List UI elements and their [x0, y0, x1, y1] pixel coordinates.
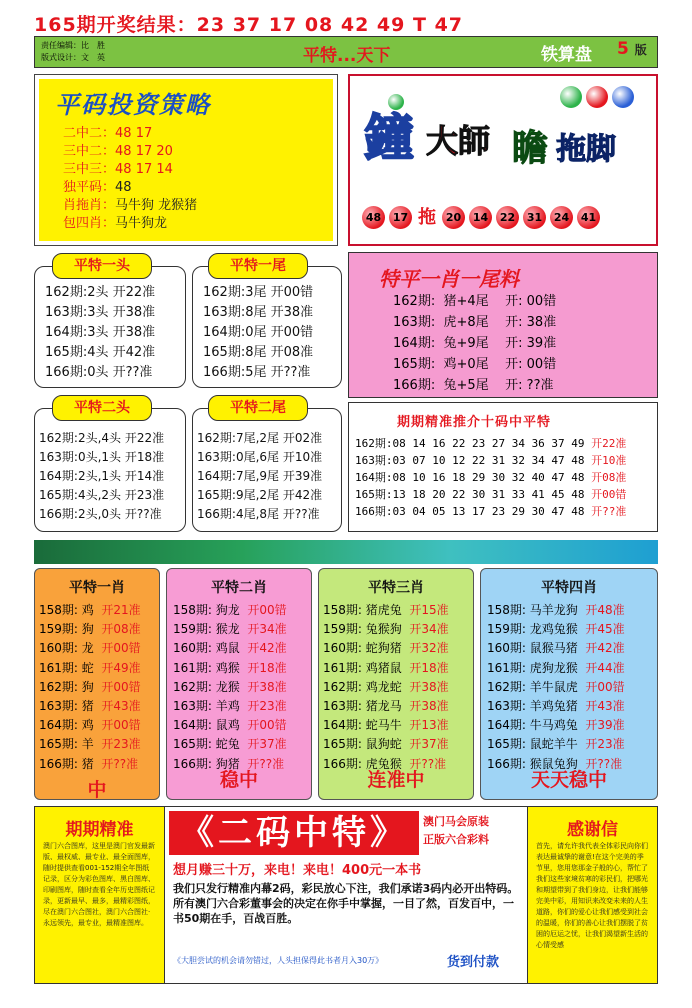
- master-char-2: 大師: [426, 122, 491, 160]
- page-header: [34, 36, 658, 68]
- row-result: 开23准: [247, 699, 287, 714]
- table-row: [323, 601, 449, 620]
- zodiac-column: [34, 568, 160, 800]
- zodiac-column-footer: 天天稳中: [530, 769, 607, 791]
- row-result: 开37准: [247, 737, 287, 752]
- table-row: [39, 735, 141, 754]
- table-row: [39, 716, 141, 735]
- row-prediction: 164期: 蛇马牛: [323, 718, 410, 733]
- row-prediction: 164期: 鼠鸡: [173, 718, 248, 733]
- number-ball: 22: [496, 206, 519, 229]
- table-row: [39, 601, 141, 620]
- ten-code-box: [348, 402, 658, 532]
- draw-result-headline: 165期开奖结果：23 37 17 08 42 49 T 47: [34, 14, 464, 36]
- strategy-row-value: 马牛狗龙: [115, 216, 168, 231]
- strategy-row: [63, 161, 197, 179]
- strategy-row: [63, 125, 197, 143]
- list-item: 162期:2头 开22准: [45, 285, 156, 300]
- strategy-row-value: 马牛狗 龙猴猪: [115, 198, 198, 213]
- pt1wei-box: [192, 266, 342, 388]
- zodiac-column-footer: 连准中: [367, 769, 425, 791]
- row-result: 开34准: [409, 622, 449, 637]
- row-prediction: 159期: 龙鸡兔猴: [487, 622, 586, 637]
- master-char-4: 拖脚: [556, 132, 616, 167]
- list-item: 163期: 虎+8尾 开: 38准: [393, 315, 557, 330]
- header-title: 平特...天下: [303, 46, 391, 66]
- table-row: [173, 716, 287, 735]
- table-row: [39, 678, 141, 697]
- list-item: 166期:4尾,8尾 开??准: [197, 507, 320, 521]
- strategy-row-label: 三中二：: [63, 144, 116, 159]
- ten-code-result: 开10准: [591, 454, 627, 467]
- row-result: 开23准: [585, 737, 625, 752]
- table-row: [173, 678, 287, 697]
- list-item: 164期:0尾 开00错: [203, 325, 314, 340]
- slogan: 想月赚三十万，来电！来电！400元一本书: [173, 863, 422, 878]
- table-row: [39, 659, 141, 678]
- number-ball: 17: [389, 206, 412, 229]
- pt2wei-box: [192, 408, 342, 532]
- table-row: [323, 697, 449, 716]
- ball-icon: [612, 86, 634, 108]
- row-prediction: 161期: 蛇: [39, 660, 102, 675]
- row-prediction: 164期: 牛马鸡兔: [487, 718, 586, 733]
- row-prediction: 165期: 蛇兔: [173, 737, 248, 752]
- list-item: 165期:8尾 开08准: [203, 345, 314, 360]
- pt1tou-rows: [45, 283, 155, 383]
- ten-code-row: [355, 452, 626, 469]
- strategy-row-label: 二中二：: [63, 126, 116, 141]
- list-item: 165期:4头 开42准: [45, 345, 156, 360]
- strategy-row-value: 48 17 20: [115, 144, 173, 159]
- row-prediction: 158期: 猪虎兔: [323, 603, 410, 617]
- table-row: [173, 639, 287, 658]
- master-char-1: 鐘: [364, 109, 414, 167]
- row-prediction: 166期: 猪: [39, 756, 102, 771]
- list-item: 165期:4头,2头 开23准: [39, 488, 165, 502]
- master-numbers: [362, 206, 600, 229]
- row-result: 开39准: [585, 718, 625, 733]
- table-row: [39, 620, 141, 639]
- zodiac-column-footer: 中: [87, 779, 107, 801]
- table-row: [487, 620, 625, 639]
- row-result: 开00错: [101, 641, 141, 656]
- ten-code-numbers: 162期:08 14 16 22 23 27 34 36 37 49: [355, 437, 592, 450]
- row-result: 开34准: [247, 622, 287, 637]
- row-result: 开38准: [409, 699, 449, 714]
- ball-icon: [560, 86, 582, 108]
- row-result: 开08准: [101, 622, 141, 637]
- bottom-left-panel: [35, 807, 165, 983]
- ball-icon: [586, 86, 608, 108]
- banner-side-text: 澳门马会原装 正版六合彩料: [423, 815, 489, 846]
- ten-code-result: 开??准: [591, 505, 627, 518]
- pt2tou-box: [34, 408, 186, 532]
- zodiac-column: [480, 568, 658, 800]
- row-result: 开00错: [101, 679, 141, 694]
- table-row: [487, 716, 625, 735]
- zodiac-column-rows: [323, 601, 449, 774]
- list-item: 166期:2头,0头 开??准: [39, 507, 162, 521]
- pt2tou-rows: [39, 429, 164, 524]
- list-item: 163期:0尾,6尾 开10准: [197, 450, 323, 464]
- row-result: 开??准: [247, 756, 285, 771]
- zodiac-column-title: 平特三肖: [368, 580, 424, 596]
- strategy-panel: [34, 74, 338, 246]
- strategy-title: 平码投资策略: [55, 91, 211, 119]
- row-prediction: 159期: 狗: [39, 622, 102, 637]
- ten-code-rows: [355, 435, 626, 520]
- pt1wei-title: 平特一尾: [208, 253, 308, 279]
- table-row: [39, 639, 141, 658]
- table-row: [487, 678, 625, 697]
- list-item: 165期:9尾,2尾 开42准: [197, 488, 323, 502]
- list-item: 166期:5尾 开??准: [203, 365, 311, 380]
- number-ball: 24: [550, 206, 573, 229]
- row-result: 开32准: [409, 641, 449, 656]
- row-prediction: 163期: 猪龙马: [323, 699, 410, 714]
- header-brand: 铁算盘: [541, 45, 592, 65]
- ten-code-result: 开08准: [591, 471, 627, 484]
- row-result: 开00错: [101, 718, 141, 733]
- row-prediction: 163期: 羊鸡: [173, 699, 248, 714]
- row-prediction: 162期: 狗: [39, 679, 102, 694]
- tuo-marker: 拖: [418, 207, 436, 228]
- list-item: 162期:3尾 开00错: [203, 285, 314, 300]
- row-result: 开49准: [101, 660, 141, 675]
- bottom-section: [34, 806, 658, 984]
- credits: [41, 40, 105, 64]
- row-prediction: 163期: 羊鸡兔猪: [487, 699, 586, 714]
- strategy-row-value: 48 17 14: [115, 162, 173, 177]
- strategy-row-value: 48: [115, 180, 132, 195]
- row-result: 开23准: [101, 737, 141, 752]
- strategy-row-label: 包四肖：: [63, 216, 116, 231]
- row-result: 开37准: [409, 737, 449, 752]
- table-row: [173, 620, 287, 639]
- bottom-right-panel: [527, 807, 657, 983]
- row-result: 开45准: [585, 622, 625, 637]
- designer-credit: 版式设计：文 英: [41, 53, 105, 62]
- two-code-banner: 《二码中特》: [169, 811, 419, 855]
- row-prediction: 159期: 兔猴狗: [323, 622, 410, 637]
- master-panel: [348, 74, 658, 246]
- promo-paragraph: 我们只发行精准内幕2码，彩民放心下注，我们承诺3码内必开出特码。所有澳门六合彩董事会的决定在你手中掌握，一目了然，百发百中，一书50期在手，百战百胜。: [173, 882, 519, 925]
- row-result: 开00错: [247, 603, 287, 617]
- row-result: 开00错: [585, 679, 625, 694]
- row-result: 开15准: [409, 603, 449, 617]
- row-prediction: 166期: 虎兔猴: [323, 756, 410, 771]
- ten-code-row: [355, 435, 626, 452]
- number-ball: 41: [577, 206, 600, 229]
- row-prediction: 161期: 虎狗龙猴: [487, 660, 586, 675]
- bottom-left-title: 期期精准: [65, 820, 134, 840]
- row-prediction: 160期: 鸡鼠: [173, 641, 248, 656]
- row-result: 开38准: [247, 679, 287, 694]
- row-result: 开42准: [247, 641, 287, 656]
- row-prediction: 165期: 鼠狗蛇: [323, 737, 410, 752]
- row-result: 开00错: [247, 718, 287, 733]
- pt1tou-box: [34, 266, 186, 388]
- list-item: 163期:0头,1头 开18准: [39, 450, 165, 464]
- bottom-left-text: 澳门六合图库，这里是澳门官发最新版、最权威、最专业、最全面图库，随时提供查看001-152期全年图纸记录，区分为彩色图库、黑白图库、印刷图库，随时查看全年历史图纸记录，更新最早、最多，最精彩图纸，尽在澳门六合图社，澳门六合图社·永远领先，最专业，最精准图库。: [43, 842, 155, 927]
- zodiac-column-rows: [487, 601, 625, 774]
- pt2tou-title: 平特二头: [52, 395, 152, 421]
- zodiac-column-rows: [39, 601, 141, 774]
- ten-code-numbers: 164期:08 10 16 18 29 30 32 40 47 48: [355, 471, 592, 484]
- row-prediction: 160期: 蛇狗猪: [323, 641, 410, 656]
- row-result: 开44准: [585, 660, 625, 675]
- thank-you-text: 首先，请允许我代表全体彩民向你们表达最诚挚的谢意!在这个完美的季节里，您用您那金子般的心，帮忙了我们这些家境贫寒的彩民们，把哪光和期望带到了我们身边，让我们能够完美中彩，用知识来改变未来的人生道路，你们的爱心让我们感受到社会的温暖，你们的善心让我们摆脱了贫困的厄运之忧，让我们渴望新生活的心情受感: [536, 842, 648, 949]
- row-prediction: 162期: 羊牛鼠虎: [487, 679, 586, 694]
- divider-band: [34, 540, 658, 564]
- ten-code-row: [355, 486, 626, 503]
- strategy-row-value: 48 17: [115, 126, 153, 141]
- row-prediction: 161期: 鸡猴: [173, 660, 248, 675]
- ten-code-result: 开00错: [591, 488, 627, 501]
- row-prediction: 164期: 鸡: [39, 718, 102, 733]
- number-ball: 48: [362, 206, 385, 229]
- ten-code-title: 期期精准推介十码中平特: [397, 415, 552, 430]
- table-row: [487, 639, 625, 658]
- strategy-row-label: 独平码：: [63, 180, 116, 195]
- list-item: 164期:3头 开38准: [45, 325, 156, 340]
- strategy-row-label: 三中三：: [63, 162, 116, 177]
- ten-code-row: [355, 503, 626, 520]
- row-result: 开13准: [409, 718, 449, 733]
- special-zodiac-tail-title: 特平一肖一尾料: [379, 267, 519, 291]
- page-version: 5 版: [617, 39, 647, 59]
- zodiac-column-footer: 稳中: [219, 769, 258, 791]
- zodiac-column-title: 平特四肖: [541, 580, 597, 596]
- list-item: 166期:0头 开??准: [45, 365, 153, 380]
- table-row: [487, 697, 625, 716]
- pt1tou-title: 平特一头: [52, 253, 152, 279]
- row-prediction: 163期: 猪: [39, 699, 102, 714]
- table-row: [487, 735, 625, 754]
- table-row: [173, 659, 287, 678]
- ten-code-numbers: 163期:03 07 10 12 22 31 32 34 47 48: [355, 454, 592, 467]
- strategy-row: [63, 143, 197, 161]
- list-item: 163期:3头 开38准: [45, 305, 156, 320]
- row-prediction: 166期: 猴鼠兔狗: [487, 756, 586, 771]
- special-zodiac-tail-box: [348, 252, 658, 398]
- row-result: 开42准: [585, 641, 625, 656]
- list-item: 164期:7尾,9尾 开39准: [197, 469, 323, 483]
- row-prediction: 162期: 鸡龙蛇: [323, 679, 410, 694]
- row-prediction: 158期: 马羊龙狗: [487, 603, 586, 617]
- bottom-mid-panel: [165, 807, 527, 983]
- strategy-rows: [63, 125, 197, 233]
- table-row: [39, 755, 141, 774]
- row-result: 开38准: [409, 679, 449, 694]
- special-zodiac-tail-rows: [393, 291, 556, 396]
- master-char-3: 瞻: [512, 128, 549, 169]
- ten-code-numbers: 166期:03 04 05 13 17 23 29 30 47 48: [355, 505, 592, 518]
- row-result: 开??准: [585, 756, 623, 771]
- list-item: 164期: 兔+9尾 开: 39准: [393, 336, 557, 351]
- row-prediction: 158期: 鸡: [39, 603, 102, 617]
- row-prediction: 158期: 狗龙: [173, 603, 248, 617]
- row-prediction: 160期: 龙: [39, 641, 102, 656]
- table-row: [173, 601, 287, 620]
- row-result: 开48准: [585, 603, 625, 617]
- ten-code-result: 开22准: [591, 437, 627, 450]
- zodiac-column-title: 平特二肖: [211, 580, 267, 596]
- pt2wei-rows: [197, 429, 322, 524]
- table-row: [323, 659, 449, 678]
- table-row: [487, 601, 625, 620]
- row-result: 开18准: [247, 660, 287, 675]
- table-row: [323, 620, 449, 639]
- number-ball: 14: [469, 206, 492, 229]
- list-item: 162期: 猪+4尾 开: 00错: [393, 294, 557, 309]
- table-row: [323, 678, 449, 697]
- pt2wei-title: 平特二尾: [208, 395, 308, 421]
- row-prediction: 162期: 龙猴: [173, 679, 248, 694]
- table-row: [173, 697, 287, 716]
- ten-code-numbers: 165期:13 18 20 22 30 31 33 41 45 48: [355, 488, 592, 501]
- cash-on-delivery: 货到付款: [447, 955, 500, 970]
- row-result: 开??准: [101, 756, 139, 771]
- editor-credit: 责任编辑：比 胜: [41, 41, 105, 50]
- zodiac-column-title: 平特一肖: [69, 580, 125, 596]
- table-row: [39, 697, 141, 716]
- list-item: 166期: 兔+5尾 开: ??准: [393, 378, 554, 393]
- zodiac-column: [166, 568, 312, 800]
- table-row: [323, 735, 449, 754]
- zodiac-column: [318, 568, 474, 800]
- row-prediction: 161期: 鸡猪鼠: [323, 660, 410, 675]
- list-item: 162期:2头,4头 开22准: [39, 431, 165, 445]
- row-prediction: 165期: 羊: [39, 737, 102, 752]
- pt1wei-rows: [203, 283, 313, 383]
- table-row: [323, 639, 449, 658]
- list-item: 164期:2头,1头 开14准: [39, 469, 165, 483]
- number-ball: 20: [442, 206, 465, 229]
- strategy-row: [63, 215, 197, 233]
- thank-you-title: 感谢信: [567, 820, 618, 840]
- row-prediction: 160期: 鼠猴马猪: [487, 641, 586, 656]
- list-item: 165期: 鸡+0尾 开: 00错: [393, 357, 557, 372]
- table-row: [173, 735, 287, 754]
- row-result: 开21准: [101, 603, 141, 617]
- promo-note: 《大胆尝试的机会请勿错过，人头担保得此书者月入30万》: [173, 956, 384, 965]
- ten-code-row: [355, 469, 626, 486]
- zodiac-column-rows: [173, 601, 287, 774]
- row-result: 开43准: [585, 699, 625, 714]
- number-ball: 31: [523, 206, 546, 229]
- strategy-row: [63, 179, 197, 197]
- list-item: 163期:8尾 开38准: [203, 305, 314, 320]
- row-prediction: 159期: 猴龙: [173, 622, 248, 637]
- table-row: [487, 659, 625, 678]
- row-prediction: 166期: 狗猪: [173, 756, 248, 771]
- row-result: 开43准: [101, 699, 141, 714]
- row-result: 开??准: [409, 756, 447, 771]
- row-result: 开18准: [409, 660, 449, 675]
- list-item: 162期:7尾,2尾 开02准: [197, 431, 323, 445]
- strategy-row: [63, 197, 197, 215]
- strategy-row-label: 肖拖肖：: [63, 198, 116, 213]
- row-prediction: 165期: 鼠蛇羊牛: [487, 737, 586, 752]
- table-row: [323, 716, 449, 735]
